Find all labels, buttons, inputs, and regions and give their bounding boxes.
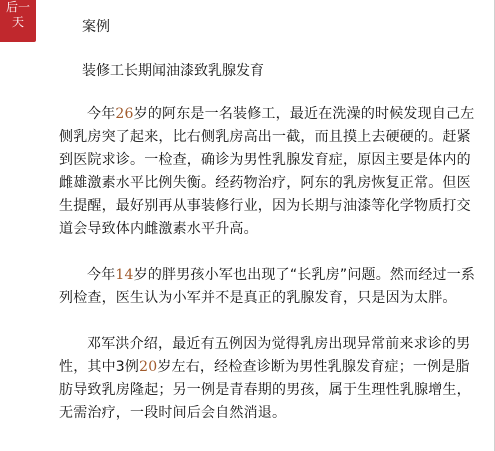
paragraph-2-pre: 今年 — [87, 267, 116, 283]
section-label: 案例 — [82, 19, 110, 35]
article-body — [59, 18, 479, 425]
side-tab-label-1: 后一 — [5, 0, 30, 14]
side-tab-label-2: 天 — [11, 15, 24, 29]
paragraph-2 — [59, 264, 479, 310]
paragraph-3-pre: 邓军洪介绍，最近有五例因为觉得乳房出现异常前来求诊的男性，其中3例 — [59, 336, 471, 375]
paragraph-2-post: 岁的胖男孩小军也出现了“长乳房”问题。然而经过一系列检查，医生认为小军并不是真正的乳腺发育，只是因为太胖。 — [59, 267, 476, 306]
paragraph-1 — [59, 103, 479, 241]
paragraph-3-post: 岁左右，经检查诊断为男性乳腺发育症；一例是脂肪导致乳房隆起；另一例是青春期的男孩，属于生理性乳腺增生，无需治疗，一段时间后会自然消退。 — [59, 359, 471, 421]
paragraph-2-age: 14 — [115, 267, 134, 283]
paragraph-1-post: 岁的阿东是一名装修工，最近在洗澡的时候发现自己左侧乳房突了起来，比右侧乳房高出一截，而且摸上去硬硬的。赶紧到医院求诊。一检查，确诊为男性乳腺发育症，原因主要是体内的雌雄激素水平比例失衡。经药物治疗，阿东的乳房恢复正常。但医生提醒，最好别再从事装修行业，因为长期与油漆等化学物质打交道会导致体内雌激素水平升高。 — [59, 106, 475, 237]
paragraph-3 — [59, 333, 479, 425]
paragraph-1-pre: 今年 — [87, 106, 116, 122]
paragraph-1-age: 26 — [115, 106, 134, 122]
side-tab[interactable] — [0, 0, 36, 42]
article-title: 装修工长期闻油漆致乳腺发育 — [82, 63, 264, 79]
paragraph-3-age: 20 — [139, 359, 158, 375]
